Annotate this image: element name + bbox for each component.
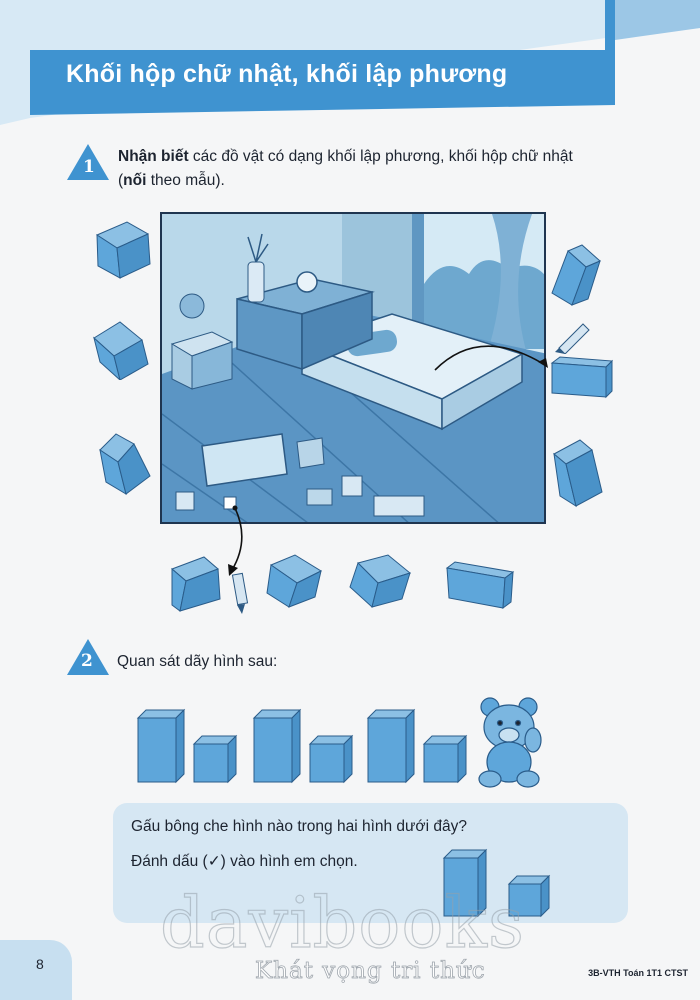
exercise-1-bold-2: nối [123, 172, 147, 189]
exercise-2-number: 2 [81, 651, 93, 671]
exercise-1-text: các đồ vật có dạng khối lập phương, khối hộp chữ nhật [188, 148, 573, 165]
teddy-bear-image [470, 695, 550, 790]
cuboid-shape-right-2 [548, 355, 616, 401]
pencil-icon-right [553, 318, 593, 354]
cube-shape-bottom-3 [348, 553, 414, 609]
cube-shape-bottom-1 [170, 555, 222, 613]
cube-shape-bottom-2 [265, 553, 327, 609]
watermark-sub: Khát vọng tri thức [255, 958, 486, 984]
exercise-1-paren-close: theo mẫu). [146, 172, 225, 189]
watermark-main: davibooks [160, 882, 525, 964]
book-code: 3B-VTH Toán 1T1 CTST [588, 968, 688, 978]
exercise-2-mark-instruction: Đánh dấu (✓) vào hình em chọn. [131, 853, 358, 870]
page-number: 8 [36, 956, 44, 972]
cuboid-shape-right-3 [550, 438, 606, 508]
cube-shape-left-2 [92, 318, 152, 380]
page-title: Khối hộp chữ nhật, khối lập phương [66, 60, 508, 88]
cuboid-shape-left-3 [94, 430, 156, 496]
cuboid-shape-bottom-4 [445, 560, 515, 610]
connector-arrow-bed [430, 330, 560, 380]
exercise-2-instruction: Quan sát dãy hình sau: [117, 653, 278, 670]
exercise-1-number: 1 [83, 157, 95, 177]
shape-sequence-row [132, 706, 492, 786]
cube-shape-left-1 [92, 220, 152, 280]
connector-arrow-dice [220, 500, 260, 580]
exercise-1-bold: Nhận biết [118, 148, 189, 165]
exercise-1-instruction [118, 145, 638, 193]
pencil-icon-bottom [230, 572, 252, 614]
exercise-2-question: Gấu bông che hình nào trong hai hình dưới đây? [131, 818, 467, 835]
cuboid-shape-right-1 [548, 243, 608, 309]
exercise-1-paren-open: ( [118, 172, 124, 189]
